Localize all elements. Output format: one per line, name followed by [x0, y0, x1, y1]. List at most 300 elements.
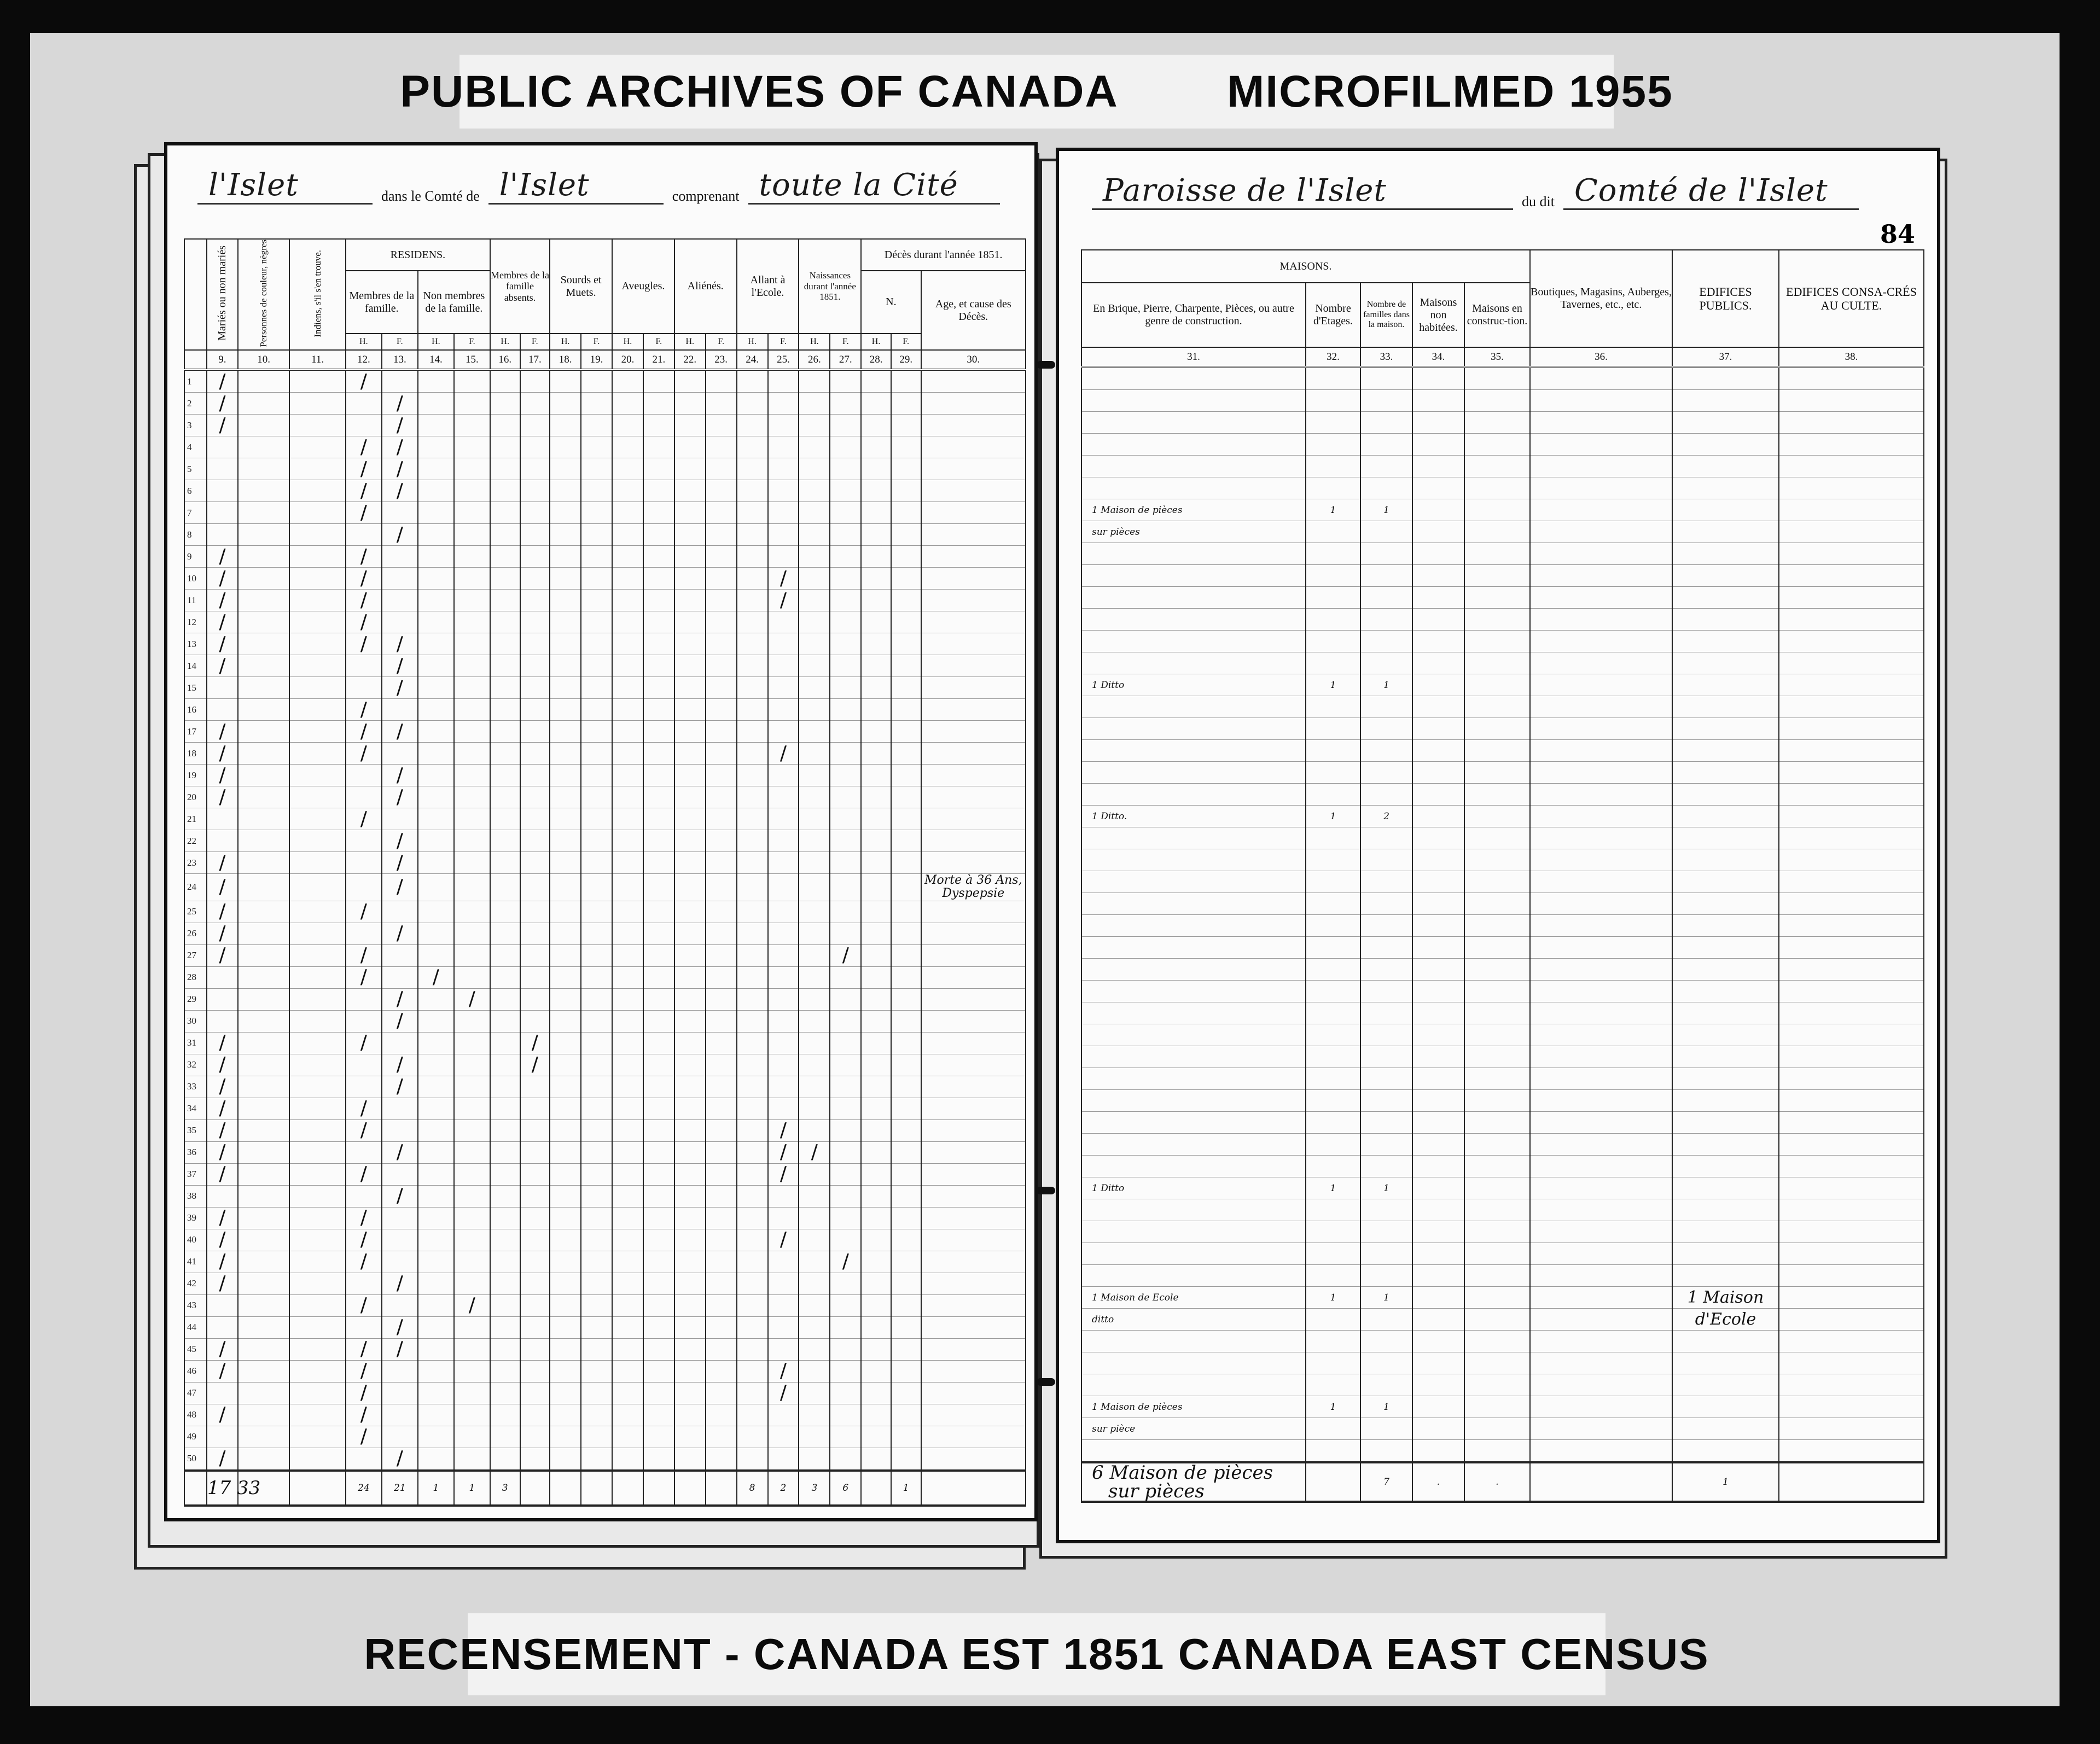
- row-number: 39: [184, 1207, 207, 1229]
- table-cell: [768, 1404, 799, 1426]
- table-cell: [861, 524, 891, 546]
- table-cell: [1412, 499, 1464, 521]
- table-cell: [830, 1141, 861, 1163]
- table-cell: [520, 677, 550, 699]
- table-cell: [891, 988, 921, 1010]
- tally-mark: /: [768, 1382, 799, 1404]
- table-cell: [921, 393, 1026, 415]
- table-cell: [454, 1119, 490, 1141]
- table-cell: [830, 590, 861, 611]
- row-number: 23: [184, 852, 207, 874]
- tally-mark: /: [830, 944, 861, 966]
- table-cell: [454, 590, 490, 611]
- table-cell: [550, 1010, 581, 1032]
- table-row: [184, 436, 1026, 458]
- table-cell: [454, 370, 490, 393]
- row-number: 14: [184, 655, 207, 677]
- row-number: 9: [184, 546, 207, 568]
- table-cell: [418, 611, 454, 633]
- table-cell: [1081, 1352, 1306, 1374]
- table-cell: [289, 1054, 345, 1076]
- table-cell: [674, 502, 706, 524]
- table-cell: [1464, 1156, 1530, 1177]
- table-cell: [418, 458, 454, 480]
- tally-mark: /: [346, 1207, 382, 1229]
- table-cell: [1081, 1134, 1306, 1156]
- table-cell: [1530, 1418, 1672, 1440]
- table-cell: [674, 1338, 706, 1360]
- header-aveugles: Aveugles.: [612, 239, 674, 334]
- table-cell: [1530, 1156, 1672, 1177]
- table-cell: [238, 1294, 289, 1316]
- table-cell: [830, 1207, 861, 1229]
- table-cell: [1360, 1112, 1412, 1134]
- table-cell: [490, 901, 520, 923]
- table-row: [184, 1382, 1026, 1404]
- table-cell: [737, 1185, 768, 1207]
- left-page-heading: [197, 167, 1000, 205]
- table-cell: [581, 655, 612, 677]
- table-cell: [238, 415, 289, 436]
- table-cell: [1306, 959, 1360, 981]
- table-cell: [674, 721, 706, 743]
- table-cell: [674, 1076, 706, 1098]
- table-row: [184, 633, 1026, 655]
- table-cell: [1779, 412, 1924, 434]
- table-cell: [238, 1119, 289, 1141]
- table-cell: [454, 1316, 490, 1338]
- table-cell: [550, 901, 581, 923]
- table-cell: [799, 1382, 830, 1404]
- table-cell: [1412, 1309, 1464, 1331]
- table-row: [1081, 937, 1924, 959]
- table-cell: [1672, 367, 1779, 390]
- column-number: 11.: [289, 350, 345, 370]
- table-cell: [418, 721, 454, 743]
- table-cell: [1360, 1374, 1412, 1396]
- table-cell: [768, 786, 799, 808]
- table-cell: [674, 546, 706, 568]
- count-entry: 1: [1360, 1396, 1412, 1418]
- table-cell: [768, 1294, 799, 1316]
- table-cell: [418, 393, 454, 415]
- row-number: 12: [184, 611, 207, 633]
- table-cell: [612, 808, 643, 830]
- table-cell: [382, 1251, 418, 1273]
- table-cell: [921, 1338, 1026, 1360]
- table-cell: [418, 415, 454, 436]
- total-cell: [550, 1471, 581, 1506]
- table-cell: [1779, 937, 1924, 959]
- tally-mark: /: [830, 1251, 861, 1273]
- table-cell: [1081, 543, 1306, 565]
- table-cell: [1779, 367, 1924, 390]
- table-cell: [490, 1426, 520, 1448]
- table-cell: [1672, 981, 1779, 1002]
- table-cell: [238, 480, 289, 502]
- table-cell: [1412, 1352, 1464, 1374]
- table-cell: [289, 1360, 345, 1382]
- table-cell: [891, 765, 921, 786]
- table-row: [1081, 1046, 1924, 1068]
- table-cell: [454, 852, 490, 874]
- table-cell: [921, 830, 1026, 852]
- table-cell: [1081, 1068, 1306, 1090]
- table-cell: [382, 568, 418, 590]
- table-cell: [1306, 565, 1360, 587]
- header-boutiques: Boutiques, Magasins, Auberges, Tavernes, etc., etc.: [1530, 250, 1672, 347]
- table-cell: [490, 1382, 520, 1404]
- table-cell: [921, 786, 1026, 808]
- row-number: 46: [184, 1360, 207, 1382]
- county-label-right: du dit: [1522, 194, 1555, 209]
- table-cell: [490, 1404, 520, 1426]
- table-row: [184, 1404, 1026, 1426]
- table-cell: [643, 1207, 674, 1229]
- column-number-row-right: [1081, 347, 1924, 367]
- table-cell: [550, 808, 581, 830]
- tally-mark: /: [382, 830, 418, 852]
- table-cell: [891, 1229, 921, 1251]
- table-cell: [737, 1426, 768, 1448]
- table-cell: [520, 415, 550, 436]
- table-cell: [891, 677, 921, 699]
- total-cell: [706, 1471, 737, 1506]
- table-cell: [490, 988, 520, 1010]
- table-cell: [706, 923, 737, 944]
- table-cell: [346, 1010, 382, 1032]
- tally-mark: /: [346, 611, 382, 633]
- table-cell: [418, 786, 454, 808]
- table-cell: [207, 830, 238, 852]
- table-cell: [418, 808, 454, 830]
- table-cell: [1081, 718, 1306, 740]
- table-cell: [612, 988, 643, 1010]
- table-cell: [289, 1426, 345, 1448]
- table-row: [1081, 1243, 1924, 1265]
- table-cell: [238, 721, 289, 743]
- sex-subheader: H.: [799, 334, 830, 350]
- sex-subheader: H.: [418, 334, 454, 350]
- table-cell: [1464, 1221, 1530, 1243]
- table-cell: [1779, 1265, 1924, 1287]
- table-cell: [1464, 477, 1530, 499]
- table-cell: [674, 568, 706, 590]
- table-cell: [921, 1141, 1026, 1163]
- table-row: [184, 655, 1026, 677]
- table-cell: [454, 568, 490, 590]
- table-cell: [891, 655, 921, 677]
- table-cell: [1464, 1090, 1530, 1112]
- count-entry: 1: [1360, 1287, 1412, 1309]
- table-cell: [382, 1404, 418, 1426]
- table-cell: [289, 765, 345, 786]
- table-cell: [1530, 959, 1672, 981]
- table-row: [1081, 521, 1924, 543]
- table-cell: [861, 546, 891, 568]
- table-cell: [737, 1404, 768, 1426]
- table-cell: [1306, 652, 1360, 674]
- table-cell: [1779, 696, 1924, 718]
- tally-mark: /: [346, 370, 382, 393]
- totals-row: [184, 1471, 1026, 1506]
- column-number: 34.: [1412, 347, 1464, 367]
- table-cell: [581, 1338, 612, 1360]
- table-cell: [674, 633, 706, 655]
- table-cell: [737, 1251, 768, 1273]
- table-cell: [768, 1316, 799, 1338]
- table-cell: [1081, 1090, 1306, 1112]
- table-cell: [1412, 915, 1464, 937]
- tally-mark: /: [207, 655, 238, 677]
- table-cell: [612, 852, 643, 874]
- total-value: .: [1464, 1462, 1530, 1502]
- table-cell: [289, 786, 345, 808]
- table-row: [184, 1185, 1026, 1207]
- table-cell: [1672, 1396, 1779, 1418]
- table-cell: [768, 677, 799, 699]
- table-cell: [346, 524, 382, 546]
- table-cell: [799, 1076, 830, 1098]
- table-cell: [520, 699, 550, 721]
- table-cell: [1412, 587, 1464, 609]
- table-cell: [861, 786, 891, 808]
- table-cell: [520, 1426, 550, 1448]
- table-cell: [612, 502, 643, 524]
- table-cell: [612, 1273, 643, 1294]
- table-cell: [921, 966, 1026, 988]
- table-cell: [454, 1054, 490, 1076]
- table-cell: [581, 1294, 612, 1316]
- table-cell: [1306, 718, 1360, 740]
- table-cell: [799, 590, 830, 611]
- table-cell: [454, 721, 490, 743]
- table-cell: [1306, 740, 1360, 762]
- table-cell: [454, 966, 490, 988]
- table-cell: [612, 633, 643, 655]
- tally-mark: /: [346, 1426, 382, 1448]
- table-cell: [830, 1360, 861, 1382]
- table-cell: [581, 568, 612, 590]
- table-cell: [737, 1273, 768, 1294]
- death-cause-note: Morte à 36 Ans, Dyspepsie: [921, 874, 1026, 901]
- table-cell: [799, 370, 830, 393]
- table-cell: [1412, 477, 1464, 499]
- table-cell: [1412, 631, 1464, 652]
- column-number: 28.: [861, 350, 891, 370]
- tally-mark: /: [207, 568, 238, 590]
- table-cell: [1412, 937, 1464, 959]
- table-cell: [643, 874, 674, 901]
- table-cell: [1530, 871, 1672, 893]
- table-cell: [921, 765, 1026, 786]
- table-cell: [674, 1032, 706, 1054]
- table-cell: [891, 502, 921, 524]
- table-cell: [289, 830, 345, 852]
- table-cell: [891, 1054, 921, 1076]
- row-number: 28: [184, 966, 207, 988]
- header-en-construction: Maisons en construc-tion.: [1464, 283, 1530, 347]
- table-cell: [612, 436, 643, 458]
- tally-mark: /: [346, 546, 382, 568]
- table-cell: [921, 944, 1026, 966]
- total-cell: [520, 1471, 550, 1506]
- count-entry: 1: [1360, 1177, 1412, 1199]
- table-cell: [581, 546, 612, 568]
- table-row: [184, 721, 1026, 743]
- table-cell: [520, 1229, 550, 1251]
- table-cell: [612, 546, 643, 568]
- table-cell: [612, 743, 643, 765]
- tally-mark: /: [207, 721, 238, 743]
- table-cell: [581, 852, 612, 874]
- table-cell: [1412, 1177, 1464, 1199]
- table-cell: [1464, 762, 1530, 784]
- table-cell: [737, 1163, 768, 1185]
- table-cell: [830, 393, 861, 415]
- table-cell: [550, 699, 581, 721]
- table-cell: [830, 1098, 861, 1119]
- table-cell: [289, 1119, 345, 1141]
- table-row: [1081, 609, 1924, 631]
- table-cell: [1530, 1199, 1672, 1221]
- table-cell: [921, 502, 1026, 524]
- table-cell: [737, 1032, 768, 1054]
- total-cell: [289, 1471, 345, 1506]
- table-cell: [207, 502, 238, 524]
- table-row: [184, 590, 1026, 611]
- table-cell: [891, 1316, 921, 1338]
- table-cell: [1672, 871, 1779, 893]
- table-cell: [1779, 1112, 1924, 1134]
- table-cell: [418, 923, 454, 944]
- table-row: [1081, 1112, 1924, 1134]
- table-cell: [612, 415, 643, 436]
- table-cell: [643, 743, 674, 765]
- table-cell: [643, 901, 674, 923]
- column-number-row: [184, 350, 1026, 370]
- table-cell: [1779, 762, 1924, 784]
- table-cell: [674, 1448, 706, 1471]
- table-cell: [238, 944, 289, 966]
- table-cell: [1412, 740, 1464, 762]
- table-cell: [1360, 412, 1412, 434]
- table-cell: [643, 546, 674, 568]
- table-cell: [1360, 1002, 1412, 1024]
- table-cell: [799, 1251, 830, 1273]
- table-cell: [1412, 1156, 1464, 1177]
- table-cell: [706, 1229, 737, 1251]
- table-cell: [454, 546, 490, 568]
- table-cell: [674, 1119, 706, 1141]
- table-cell: [861, 699, 891, 721]
- table-row: [184, 830, 1026, 852]
- total-value: 1: [891, 1471, 921, 1506]
- tally-mark: /: [799, 1141, 830, 1163]
- tally-mark: /: [382, 1338, 418, 1360]
- table-cell: [674, 765, 706, 786]
- table-cell: [830, 633, 861, 655]
- table-cell: [1081, 652, 1306, 674]
- table-cell: [1779, 1352, 1924, 1374]
- table-cell: [1672, 631, 1779, 652]
- table-cell: [550, 1119, 581, 1141]
- table-cell: [418, 633, 454, 655]
- table-cell: [1360, 1309, 1412, 1331]
- table-cell: [207, 458, 238, 480]
- table-cell: [921, 1032, 1026, 1054]
- table-cell: [830, 524, 861, 546]
- table-cell: [1530, 609, 1672, 631]
- table-cell: [1530, 1112, 1672, 1134]
- table-cell: [454, 1382, 490, 1404]
- table-cell: [289, 1251, 345, 1273]
- table-row: [1081, 1440, 1924, 1463]
- archive-banner-top: [400, 55, 1673, 129]
- table-cell: [550, 1141, 581, 1163]
- table-cell: [1530, 1046, 1672, 1068]
- table-cell: [706, 568, 737, 590]
- table-cell: [418, 1382, 454, 1404]
- table-cell: [289, 852, 345, 874]
- table-cell: [1464, 1243, 1530, 1265]
- column-number: 19.: [581, 350, 612, 370]
- table-cell: [490, 655, 520, 677]
- table-cell: [706, 611, 737, 633]
- table-cell: [737, 1010, 768, 1032]
- table-cell: [799, 436, 830, 458]
- binding-ring: [1037, 1378, 1055, 1386]
- table-cell: [550, 1382, 581, 1404]
- table-cell: [490, 1032, 520, 1054]
- tally-mark: /: [768, 1360, 799, 1382]
- table-cell: [768, 458, 799, 480]
- table-cell: [674, 458, 706, 480]
- table-cell: [520, 1382, 550, 1404]
- table-cell: [581, 1054, 612, 1076]
- header-married: Mariés ou non mariés: [207, 239, 238, 350]
- table-cell: [550, 1360, 581, 1382]
- table-cell: [550, 1404, 581, 1426]
- table-cell: [861, 830, 891, 852]
- table-cell: [674, 1251, 706, 1273]
- table-cell: [454, 1098, 490, 1119]
- table-cell: [1306, 1112, 1360, 1134]
- table-cell: [799, 502, 830, 524]
- table-cell: [1464, 367, 1530, 390]
- table-row: [184, 546, 1026, 568]
- table-cell: [612, 1010, 643, 1032]
- table-cell: [418, 988, 454, 1010]
- table-cell: [768, 1448, 799, 1471]
- tally-mark: /: [346, 901, 382, 923]
- table-cell: [891, 1076, 921, 1098]
- table-cell: [861, 393, 891, 415]
- binding-ring: [1037, 1187, 1055, 1194]
- totals-row: [1081, 1462, 1924, 1502]
- table-cell: [830, 988, 861, 1010]
- table-cell: [921, 415, 1026, 436]
- tally-mark: /: [768, 1141, 799, 1163]
- table-cell: [1081, 871, 1306, 893]
- table-cell: [737, 1360, 768, 1382]
- tally-mark: /: [207, 1141, 238, 1163]
- table-cell: [706, 988, 737, 1010]
- table-row: [184, 874, 1026, 901]
- table-cell: [1081, 1002, 1306, 1024]
- table-cell: [1306, 521, 1360, 543]
- table-cell: [520, 743, 550, 765]
